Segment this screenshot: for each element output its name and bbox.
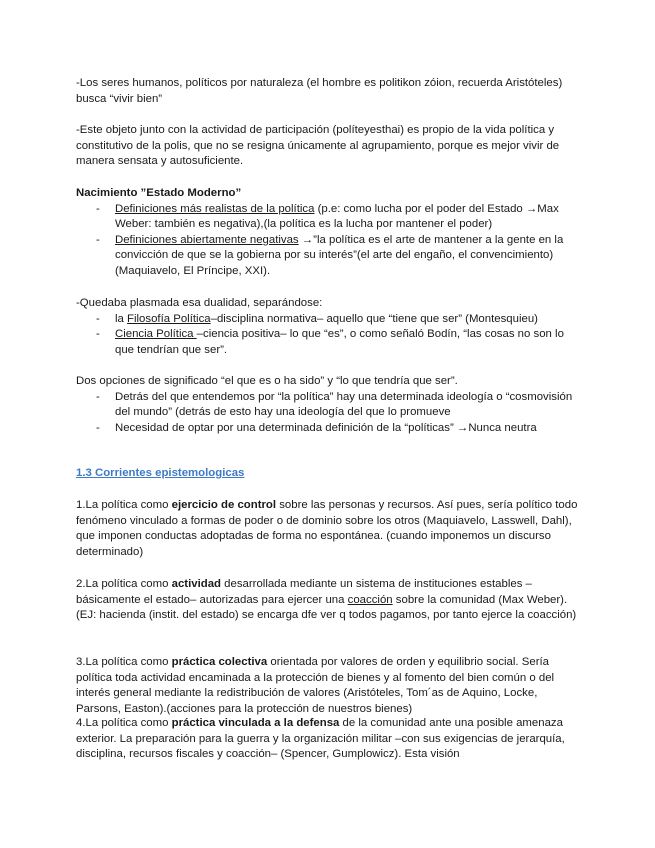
list-item: - la Filosofía Política–disciplina normativa– aquello que “tiene que ser” (Montesquieu) <box>76 312 580 328</box>
opciones-block <box>76 374 580 436</box>
underlined-term: Filosofía Política <box>127 312 211 325</box>
corriente-4: 4.La política como práctica vinculada a la defensa de la comunidad ante una posible amenaza exterior. La preparación para la guerra y la organización militar –con sus exigencias de jerarquía, disciplina, recursos fiscales y coacción– (Spencer, Gumplowicz). Esta visión <box>76 717 565 761</box>
list-item: - Necesidad de optar por una determinada definición de la “políticas” →Nunca neutra <box>76 421 580 437</box>
intro-paragraph-2: -Este objeto junto con la actividad de participación (políteyesthai) es propio de la vida política y constitutivo de la polis, que no se resigna únicamente al agrupamiento, porque es mejor vivir de manera sensata y autosuficiente. <box>76 124 560 168</box>
underlined-term: Definiciones abiertamente negativas <box>115 233 299 246</box>
opciones-list <box>76 390 580 437</box>
list-item: - Definiciones abiertamente negativas →”la política es el arte de mantener a la gente en la convicción de que se la gobierna por su interés”(el arte del engaño, el convencimiento) (Maquiavelo, El Príncipe, XXI). <box>76 233 580 280</box>
dualidad-intro: -Quedaba plasmada esa dualidad, separándose: <box>76 297 323 309</box>
nacimiento-block <box>76 186 580 280</box>
corriente-1: 1.La política como ejercicio de control sobre las personas y recursos. Así pues, sería político todo fenómeno vinculado a formas de poder o de dominio sobre los otros (Maquiavelo, Lasswell, Dahl), que imponen conductas adoptadas de forma no espontánea. (cuando imponemos un discurso determinado) <box>76 499 578 558</box>
opciones-intro: Dos opciones de significado “el que es o ha sido” y “lo que tendría que ser”. <box>76 375 458 387</box>
list-item: - Detrás del que entendemos por “la política” hay una determinada ideología o “cosmovisión del mundo” (detrás de esto hay una ideología del que lo promueve <box>76 390 580 421</box>
corriente-3: 3.La política como práctica colectiva orientada por valores de orden y equilibrio social. Sería política toda actividad encaminada a la protección de bienes y al fomento del bien común o del interés general mediante la redistribución de valores (Aristóteles, Tom´as de Aquino, Locke, Parsons, Easton).(acciones para la protección de nuestros bienes) <box>76 656 555 715</box>
section-heading: 1.3 Corrientes epistemologicas <box>76 467 245 479</box>
underlined-term: Definiciones más realistas de la política <box>115 202 315 215</box>
nacimiento-heading: Nacimiento ”Estado Moderno” <box>76 187 242 199</box>
intro-paragraph-1: -Los seres humanos, políticos por naturaleza (el hombre es politikon zóion, recuerda Aristóteles) busca “vivir bien” <box>76 77 563 105</box>
dualidad-block <box>76 296 580 358</box>
corriente-2: 2.La política como actividad desarrollada mediante un sistema de instituciones estables –básicamente el estado– autorizadas para ejercer una coacción sobre la comunidad (Max Weber). (EJ: hacienda (instit. del estado) se encarga dfe ver q todos pagamos, por tanto ejerce la coacción) <box>76 578 577 622</box>
dualidad-list <box>76 312 580 359</box>
underlined-term: Ciencia Política <box>115 328 197 341</box>
nacimiento-list <box>76 202 580 280</box>
list-item: - Ciencia Política –ciencia positiva– lo que “es”, o como señaló Bodín, “las cosas no son lo que tendrían que ser”. <box>76 327 580 358</box>
list-item: - Definiciones más realistas de la política (p.e: como lucha por el poder del Estado →Max Weber: también es negativa),(la política es la lucha por mantener el poder) <box>76 202 580 233</box>
